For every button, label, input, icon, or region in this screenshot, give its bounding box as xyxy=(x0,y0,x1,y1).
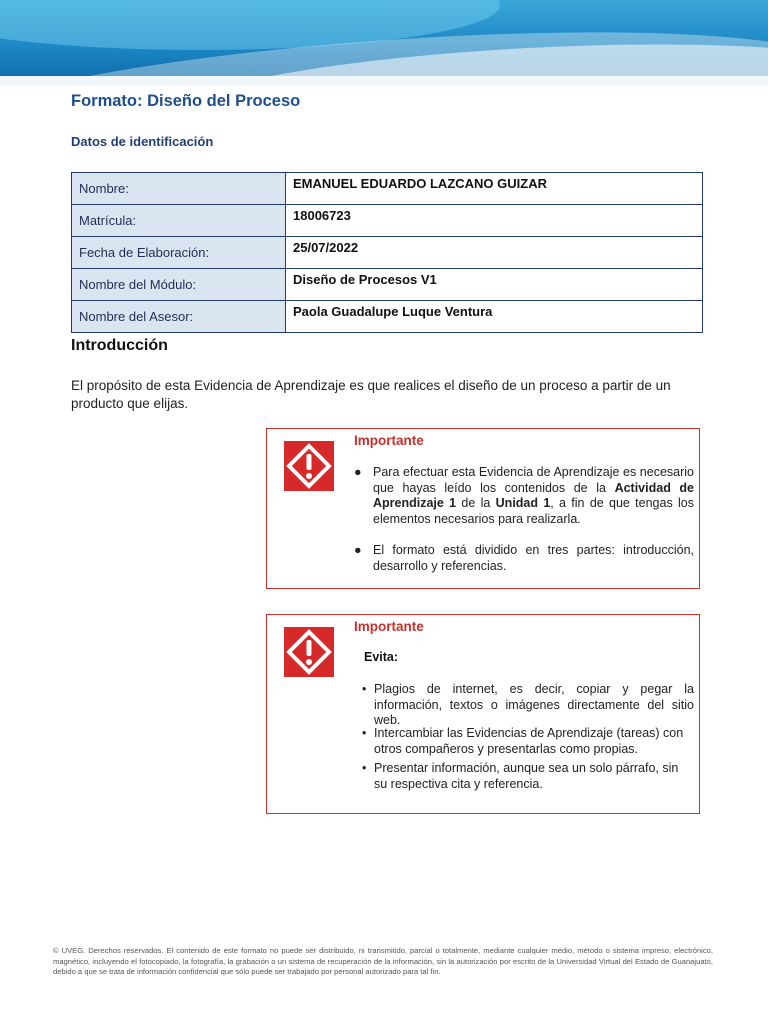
warning-icon xyxy=(284,627,334,677)
warning-icon xyxy=(284,441,334,491)
table-row xyxy=(72,173,703,205)
intro-heading: Introducción xyxy=(71,337,168,354)
notice-title: Importante xyxy=(354,619,424,634)
row-value: Paola Guadalupe Luque Ventura xyxy=(286,301,703,333)
list-item: ● Para efectuar esta Evidencia de Aprendizaje es necesario que hayas leído los contenidos de la Actividad de Aprendizaje 1 de la Unidad 1, a fin de que tengas los elementos necesarios para realizarla. xyxy=(354,465,695,526)
identification-table xyxy=(71,172,703,333)
intro-paragraph: El propósito de esta Evidencia de Aprendizaje es que realices el diseño de un proceso a partir de un producto que elijas. xyxy=(71,378,671,411)
header-banner xyxy=(0,0,768,86)
bullet-icon: • xyxy=(362,726,367,740)
table-row xyxy=(72,237,703,269)
row-label: Nombre del Asesor: xyxy=(72,301,286,333)
section-subtitle: Datos de identificación xyxy=(71,134,214,149)
copyright-footer: © UVEG. Derechos reservados. El contenido de este formato no puede ser distribuido, ni transmitido, parcial o totalmente, mediante cualquier medio, método o sistema impreso, electrónico, magnético, incluyendo el fotocopiado, la fotografía, la grabación o un sistema de recuperación de la información, sin la autorización por escrito de la Universidad Virtual del Estado de Guanajuato, debido a que se trata de información confidencial que sólo puede ser trabajado por personal autorizado para tal fin. xyxy=(53,946,713,976)
page-title: Formato: Diseño del Proceso xyxy=(71,92,301,110)
list-item: • Plagios de internet, es decir, copiar y pegar la información, textos o imágenes directamente del sitio web. xyxy=(362,682,694,727)
important-notice-box xyxy=(266,428,700,589)
row-value: 18006723 xyxy=(286,205,703,237)
table-row xyxy=(72,269,703,301)
bullet-icon: ● xyxy=(354,543,362,557)
list-item: ● El formato está dividido en tres partes: introducción, desarrollo y referencias. xyxy=(354,543,694,573)
list-item: • Presentar información, aunque sea un solo párrafo, sin su respectiva cita y referencia. xyxy=(362,761,679,791)
row-label: Nombre: xyxy=(72,173,286,205)
row-value: 25/07/2022 xyxy=(286,237,703,269)
row-value: EMANUEL EDUARDO LAZCANO GUIZAR xyxy=(286,173,703,205)
table-row xyxy=(72,301,703,333)
row-label: Nombre del Módulo: xyxy=(72,269,286,301)
bullet-icon: • xyxy=(362,682,367,696)
notice-title: Importante xyxy=(354,433,424,448)
avoid-subtitle: Evita: xyxy=(364,650,399,664)
row-label: Matrícula: xyxy=(72,205,286,237)
list-item: • Intercambiar las Evidencias de Aprendizaje (tareas) con otros compañeros y presentarlas como propias. xyxy=(362,726,684,756)
avoid-notice-box xyxy=(266,614,700,814)
table-row xyxy=(72,205,703,237)
row-value: Diseño de Procesos V1 xyxy=(286,269,703,301)
bullet-icon: • xyxy=(362,761,367,775)
bullet-icon: ● xyxy=(354,465,362,479)
row-label: Fecha de Elaboración: xyxy=(72,237,286,269)
